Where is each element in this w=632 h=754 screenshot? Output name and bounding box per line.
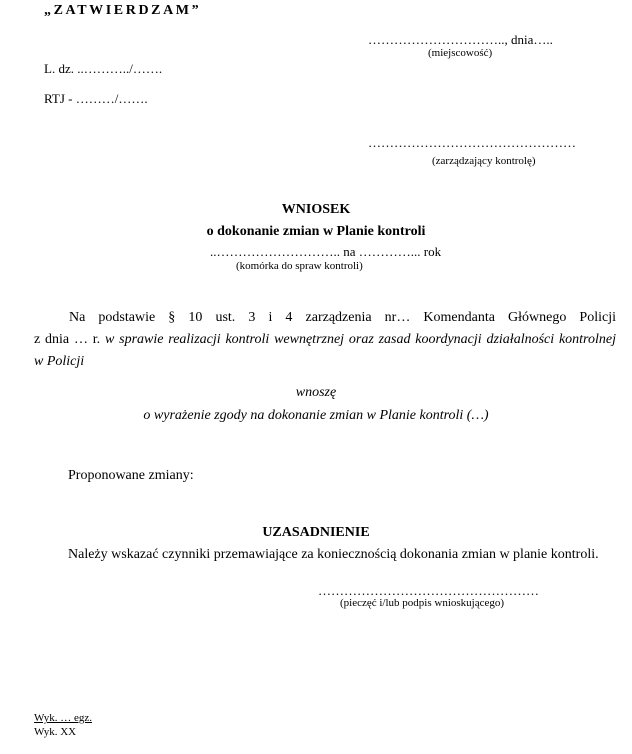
approval-header: „ZATWIERDZAM” [44,3,202,18]
copy-number: Wyk. XX [34,726,77,738]
regulation-title-end: w Policji [34,354,85,369]
applicant-signature-line: …………………………………………… [318,583,539,598]
legal-basis-date: z dnia … r. [34,332,105,347]
legal-basis-paragraph [34,307,616,373]
request-text: o wyrażenie zgody na dokonanie zmian w Planie kontroli (…) [143,408,489,423]
legal-basis-line-3 [34,351,616,373]
applicant-signature-caption: (pieczęć i/lub podpis wnioskującego) [340,597,505,609]
justification-text: Należy wskazać czynniki przemawiające za koniecznością dokonania zmian w planie kontroli. [68,547,599,562]
place-caption: (miejscowość) [428,47,493,59]
proposed-changes-label: Proponowane zmiany: [68,468,194,483]
justification-heading: UZASADNIENIE [262,525,370,540]
legal-basis-line-1: Na podstawie § 10 ust. 3 i 4 zarządzenia nr… Komendanta Głównego Policji [69,310,616,325]
l-dz-field: L. dz. ..………../……. [44,61,163,76]
place-date-line: ………………………….., dnia….. [368,32,553,47]
unit-caption: (komórka do spraw kontroli) [236,260,363,272]
document-subtitle: o dokonanie zmian w Planie kontroli [206,224,426,239]
document-title: WNIOSEK [281,202,351,217]
unit-year-line: ..……………………….. na …………... rok [210,244,442,259]
copies-count: Wyk. … egz. [34,712,92,724]
controller-signature-line: ………………………………………… [368,135,576,150]
regulation-title: w sprawie realizacji kontroli wewnętrznej oraz zasad koordynacji działalności kontrolnej [104,332,616,347]
legal-basis-line-2 [34,329,616,351]
request-verb: wnoszę [295,385,337,400]
rtj-field: RTJ - ………/……. [44,91,148,106]
controller-caption: (zarządzający kontrolę) [432,155,536,167]
